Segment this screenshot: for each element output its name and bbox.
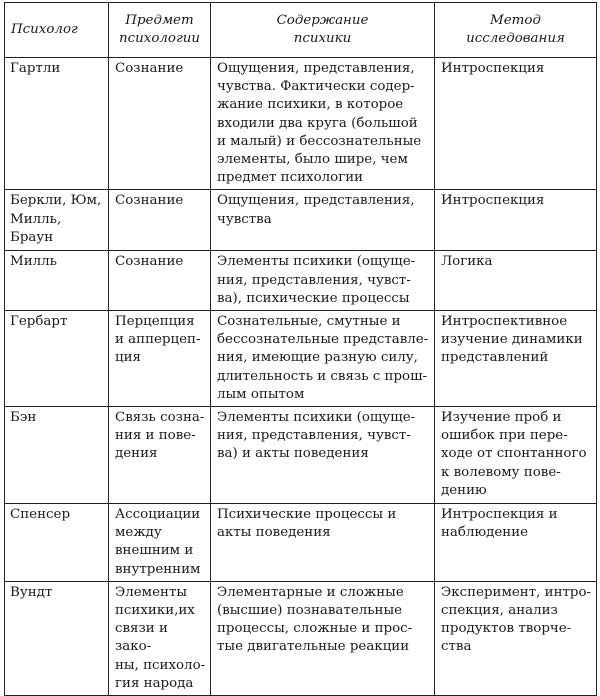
cell-psychologist: Бэн [5,407,109,504]
cell-psychologist: Милль [5,251,109,311]
cell-method: Логика [435,251,597,311]
cell-psychologist: Вундт [5,581,109,695]
cell-content: Ощущения, представления, чувства [211,190,435,251]
cell-subject: Перцепция и апперцеп- ция [109,311,211,407]
cell-method: Эксперимент, интро- спекция, анализ продуктов творче- ства [435,581,597,695]
cell-psychologist: Спенсер [5,504,109,582]
table-row [5,407,597,504]
cell-subject: Ассоциации между внешним и внутренним [109,504,211,582]
cell-subject: Элементы психики,их связи и зако- ны, психоло- гия народа [109,581,211,695]
cell-subject: Сознание [109,58,211,190]
table-row [5,251,597,311]
cell-method: Изучение проб и ошибок при пере- ходе от спонтанного к волевому пове- дению [435,407,597,504]
cell-method: Интроспекция и наблюдение [435,504,597,582]
cell-psychologist: Гербарт [5,311,109,407]
cell-method: Интроспекция [435,58,597,190]
header-method: Метод исследования [435,3,597,58]
cell-subject: Сознание [109,190,211,251]
cell-content: Элементарные и сложные (высшие) познавательные процессы, сложные и прос- тые двигательные реакции [211,581,435,695]
cell-content: Элементы психики (ощуще- ния, представления, чувст- ва), психические процессы [211,251,435,311]
cell-content: Психические процессы и акты поведения [211,504,435,582]
cell-method: Интроспективное изучение динамики представлений [435,311,597,407]
header-content: Содержание психики [211,3,435,58]
table-header [5,3,597,58]
table-body [5,58,597,696]
table-row [5,58,597,190]
cell-method: Интроспекция [435,190,597,251]
cell-psychologist: Беркли, Юм, Милль, Браун [5,190,109,251]
cell-content: Сознательные, смутные и бессознательные представле- ния, имеющие разную силу, длительность и связь с прош- лым опытом [211,311,435,407]
header-row [5,3,597,58]
cell-subject: Сознание [109,251,211,311]
table-row [5,504,597,582]
table-row [5,581,597,695]
table-row [5,190,597,251]
header-subject: Предмет психологии [109,3,211,58]
header-psychologist: Психолог [5,3,109,58]
cell-subject: Связь созна- ния и пове- дения [109,407,211,504]
table-row [5,311,597,407]
cell-psychologist: Гартли [5,58,109,190]
cell-content: Ощущения, представления, чувства. Фактически содер- жание психики, в которое входили два круга (большой и малый) и бессознательные элементы, было шире, чем предмет психологии [211,58,435,190]
cell-content: Элементы психики (ощуще- ния, представления, чувст- ва) и акты поведения [211,407,435,504]
psychology-schools-table [4,2,597,696]
